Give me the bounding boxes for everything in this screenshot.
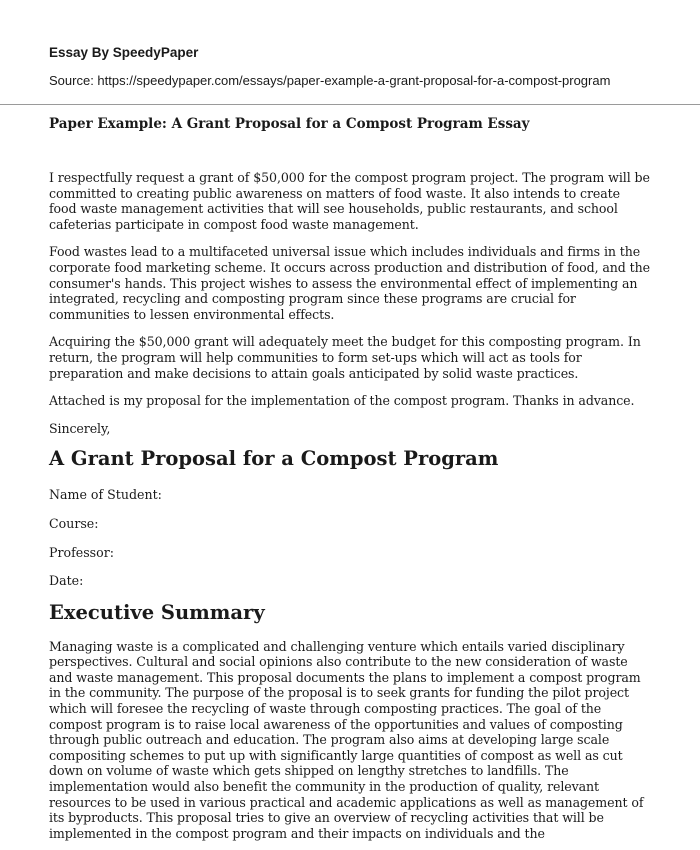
executive-summary-paragraph: Managing waste is a complicated and challenging venture which entails varied disciplinary perspectives. Cultural and social opinions also contribute to the new consideration of waste and waste management. This proposal documents the plans to implement a compost program in the community. The purpose of the proposal is to seek grants for funding the pilot project which will foresee the recycling of waste through composting practices. The goal of the compost program is to raise local awareness of the opportunities and values of composting through public outreach and education. The program also aims at developing large scale compositing schemes to put up with significantly large quantities of compost as well as cut down on volume of waste which gets shipped on lengthy stretches to landfills. The implementation would also benefit the community in the production of quality, relevant resources to be used in various practical and academic applications as well as management of its byproducts. This proposal tries to give an overview of recycling activities that will be implemented in the compost program and their impacts on individuals and the (49, 638, 644, 841)
proposal-heading: A Grant Proposal for a Compost Program (49, 447, 499, 471)
intro-paragraph: Food wastes lead to a multifaceted universal issue which includes individuals and firms in the corporate food marketing scheme. It occurs across production and distribution of food, and the consumer's hands. This project wishes to assess the environmental effect of implementing an integrated, recycling and composting program since these programs are crucial for communities to lessen environmental effects. (49, 244, 650, 322)
document-title: Paper Example: A Grant Proposal for a Compost Program Essay (49, 116, 530, 132)
professor-line: Professor: (49, 544, 114, 560)
intro-paragraph: Attached is my proposal for the implementation of the compost program. Thanks in advance. (49, 393, 635, 409)
course-line: Course: (49, 515, 99, 531)
executive-summary-heading: Executive Summary (49, 600, 265, 624)
brand-label: Essay By SpeedyPaper (49, 45, 199, 60)
header-divider (0, 104, 700, 105)
closing-salutation: Sincerely, (49, 420, 111, 436)
source-line: Source: https://speedypaper.com/essays/paper-example-a-grant-proposal-for-a-compost-program (49, 73, 611, 88)
student-name-line: Name of Student: (49, 487, 162, 503)
date-line: Date: (49, 573, 84, 589)
intro-paragraph: I respectfully request a grant of $50,000 for the compost program project. The program will be committed to creating public awareness on matters of food waste. It also intends to create food waste management activities that will see households, public restaurants, and school cafeterias participate in compost food waste management. (49, 170, 650, 232)
intro-paragraph: Acquiring the $50,000 grant will adequately meet the budget for this composting program. In return, the program will help communities to form set-ups which will act as tools for preparation and make decisions to attain goals anticipated by solid waste practices. (49, 334, 641, 381)
